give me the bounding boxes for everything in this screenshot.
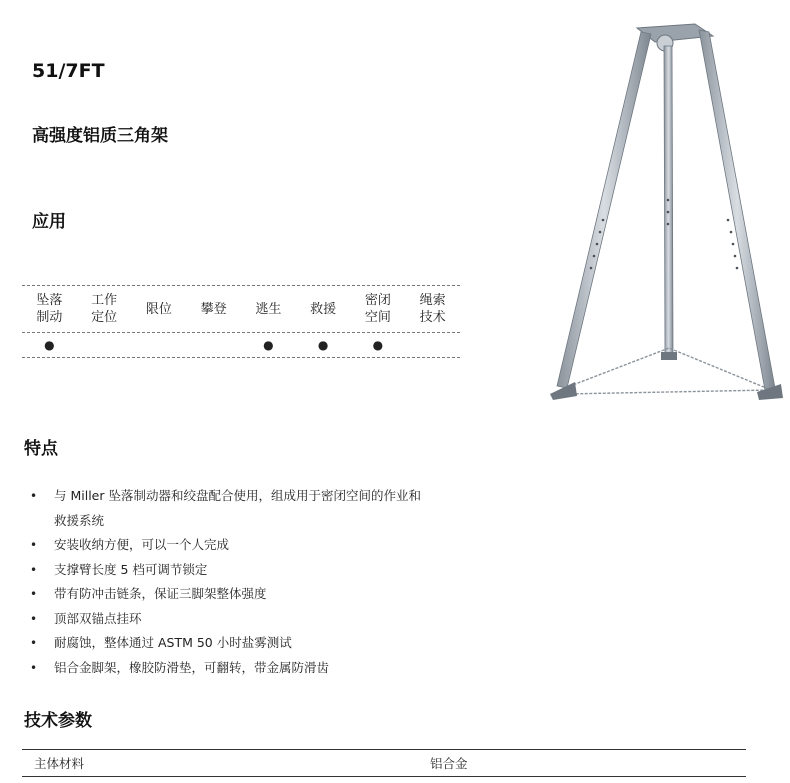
application-column-label-line2: 定位 — [91, 310, 118, 325]
spec-row — [22, 750, 746, 776]
application-mark: ● — [44, 337, 55, 352]
application-column-header — [296, 301, 351, 318]
application-column-label-line2: 技术 — [419, 310, 446, 325]
application-column-header — [186, 301, 241, 318]
feature-item — [30, 484, 490, 533]
application-column-label-line1: 坠落 — [36, 293, 63, 308]
feature-item — [30, 631, 490, 656]
feature-text: 安装收纳方便，可以一个人完成 — [54, 537, 230, 552]
tripod-image — [545, 10, 785, 405]
application-mark: ● — [372, 337, 384, 352]
product-name: 高强度铝质三角架 — [32, 126, 168, 146]
application-column-label-line1: 逃生 — [255, 301, 282, 317]
application-mark: ● — [263, 337, 274, 352]
application-column-header — [22, 292, 77, 326]
tripod-leg-right — [699, 30, 775, 390]
application-column-label-line1: 攀登 — [200, 301, 227, 317]
feature-text: 铝合金脚架，橡胶防滑垫，可翻转，带金属防滑齿 — [54, 659, 330, 675]
application-column-label-line1: 救援 — [310, 301, 337, 317]
application-heading: 应用 — [32, 212, 66, 232]
application-column-label-line2: 空间 — [364, 310, 391, 325]
feature-item — [30, 582, 490, 607]
feature-text: 与 Miller 坠落制动器和绞盘配合使用，组成用于密闭空间的作业和 — [54, 488, 421, 503]
application-column-label-line1: 密闭 — [364, 293, 391, 308]
application-mark-row — [22, 333, 460, 357]
table-bottom-rule — [22, 357, 460, 358]
feature-item — [30, 607, 490, 632]
spec-key: 主体材料 — [34, 756, 85, 771]
application-table — [22, 285, 460, 358]
application-column-label-line2: 制动 — [36, 310, 63, 325]
feature-text: 带有防冲击链条，保证三脚架整体强度 — [54, 586, 267, 601]
application-mark: ● — [317, 337, 329, 352]
features-heading: 特点 — [24, 439, 58, 459]
tripod-leg-left — [557, 32, 651, 388]
feature-text: 耐腐蚀，整体通过 ASTM 50 小时盐雾测试 — [54, 635, 292, 650]
application-column-header — [132, 301, 187, 318]
spec-value: 铝合金 — [430, 756, 468, 771]
application-column-label-line1: 绳索 — [419, 293, 446, 308]
application-column-header — [241, 301, 296, 318]
feature-item — [30, 558, 490, 583]
feature-text: 顶部双锚点挂环 — [54, 610, 142, 626]
features-list — [30, 484, 490, 680]
specs-bottom-rule — [22, 776, 746, 777]
application-column-label-line1: 限位 — [145, 301, 172, 317]
feature-text: 支撑臂长度 5 档可调节锁定 — [54, 561, 208, 577]
application-header-row — [22, 286, 460, 332]
specs-table — [22, 749, 746, 777]
tripod-foot-center — [661, 352, 677, 360]
specs-heading: 技术参数 — [24, 711, 92, 731]
application-column-header — [405, 292, 460, 326]
feature-item — [30, 533, 490, 558]
application-column-header — [77, 292, 132, 326]
feature-item — [30, 656, 490, 681]
feature-text-continued: 救援系统 — [54, 512, 105, 528]
application-column-label-line1: 工作 — [91, 293, 118, 308]
product-model: 51/7FT — [32, 60, 105, 82]
application-column-header — [351, 292, 406, 326]
